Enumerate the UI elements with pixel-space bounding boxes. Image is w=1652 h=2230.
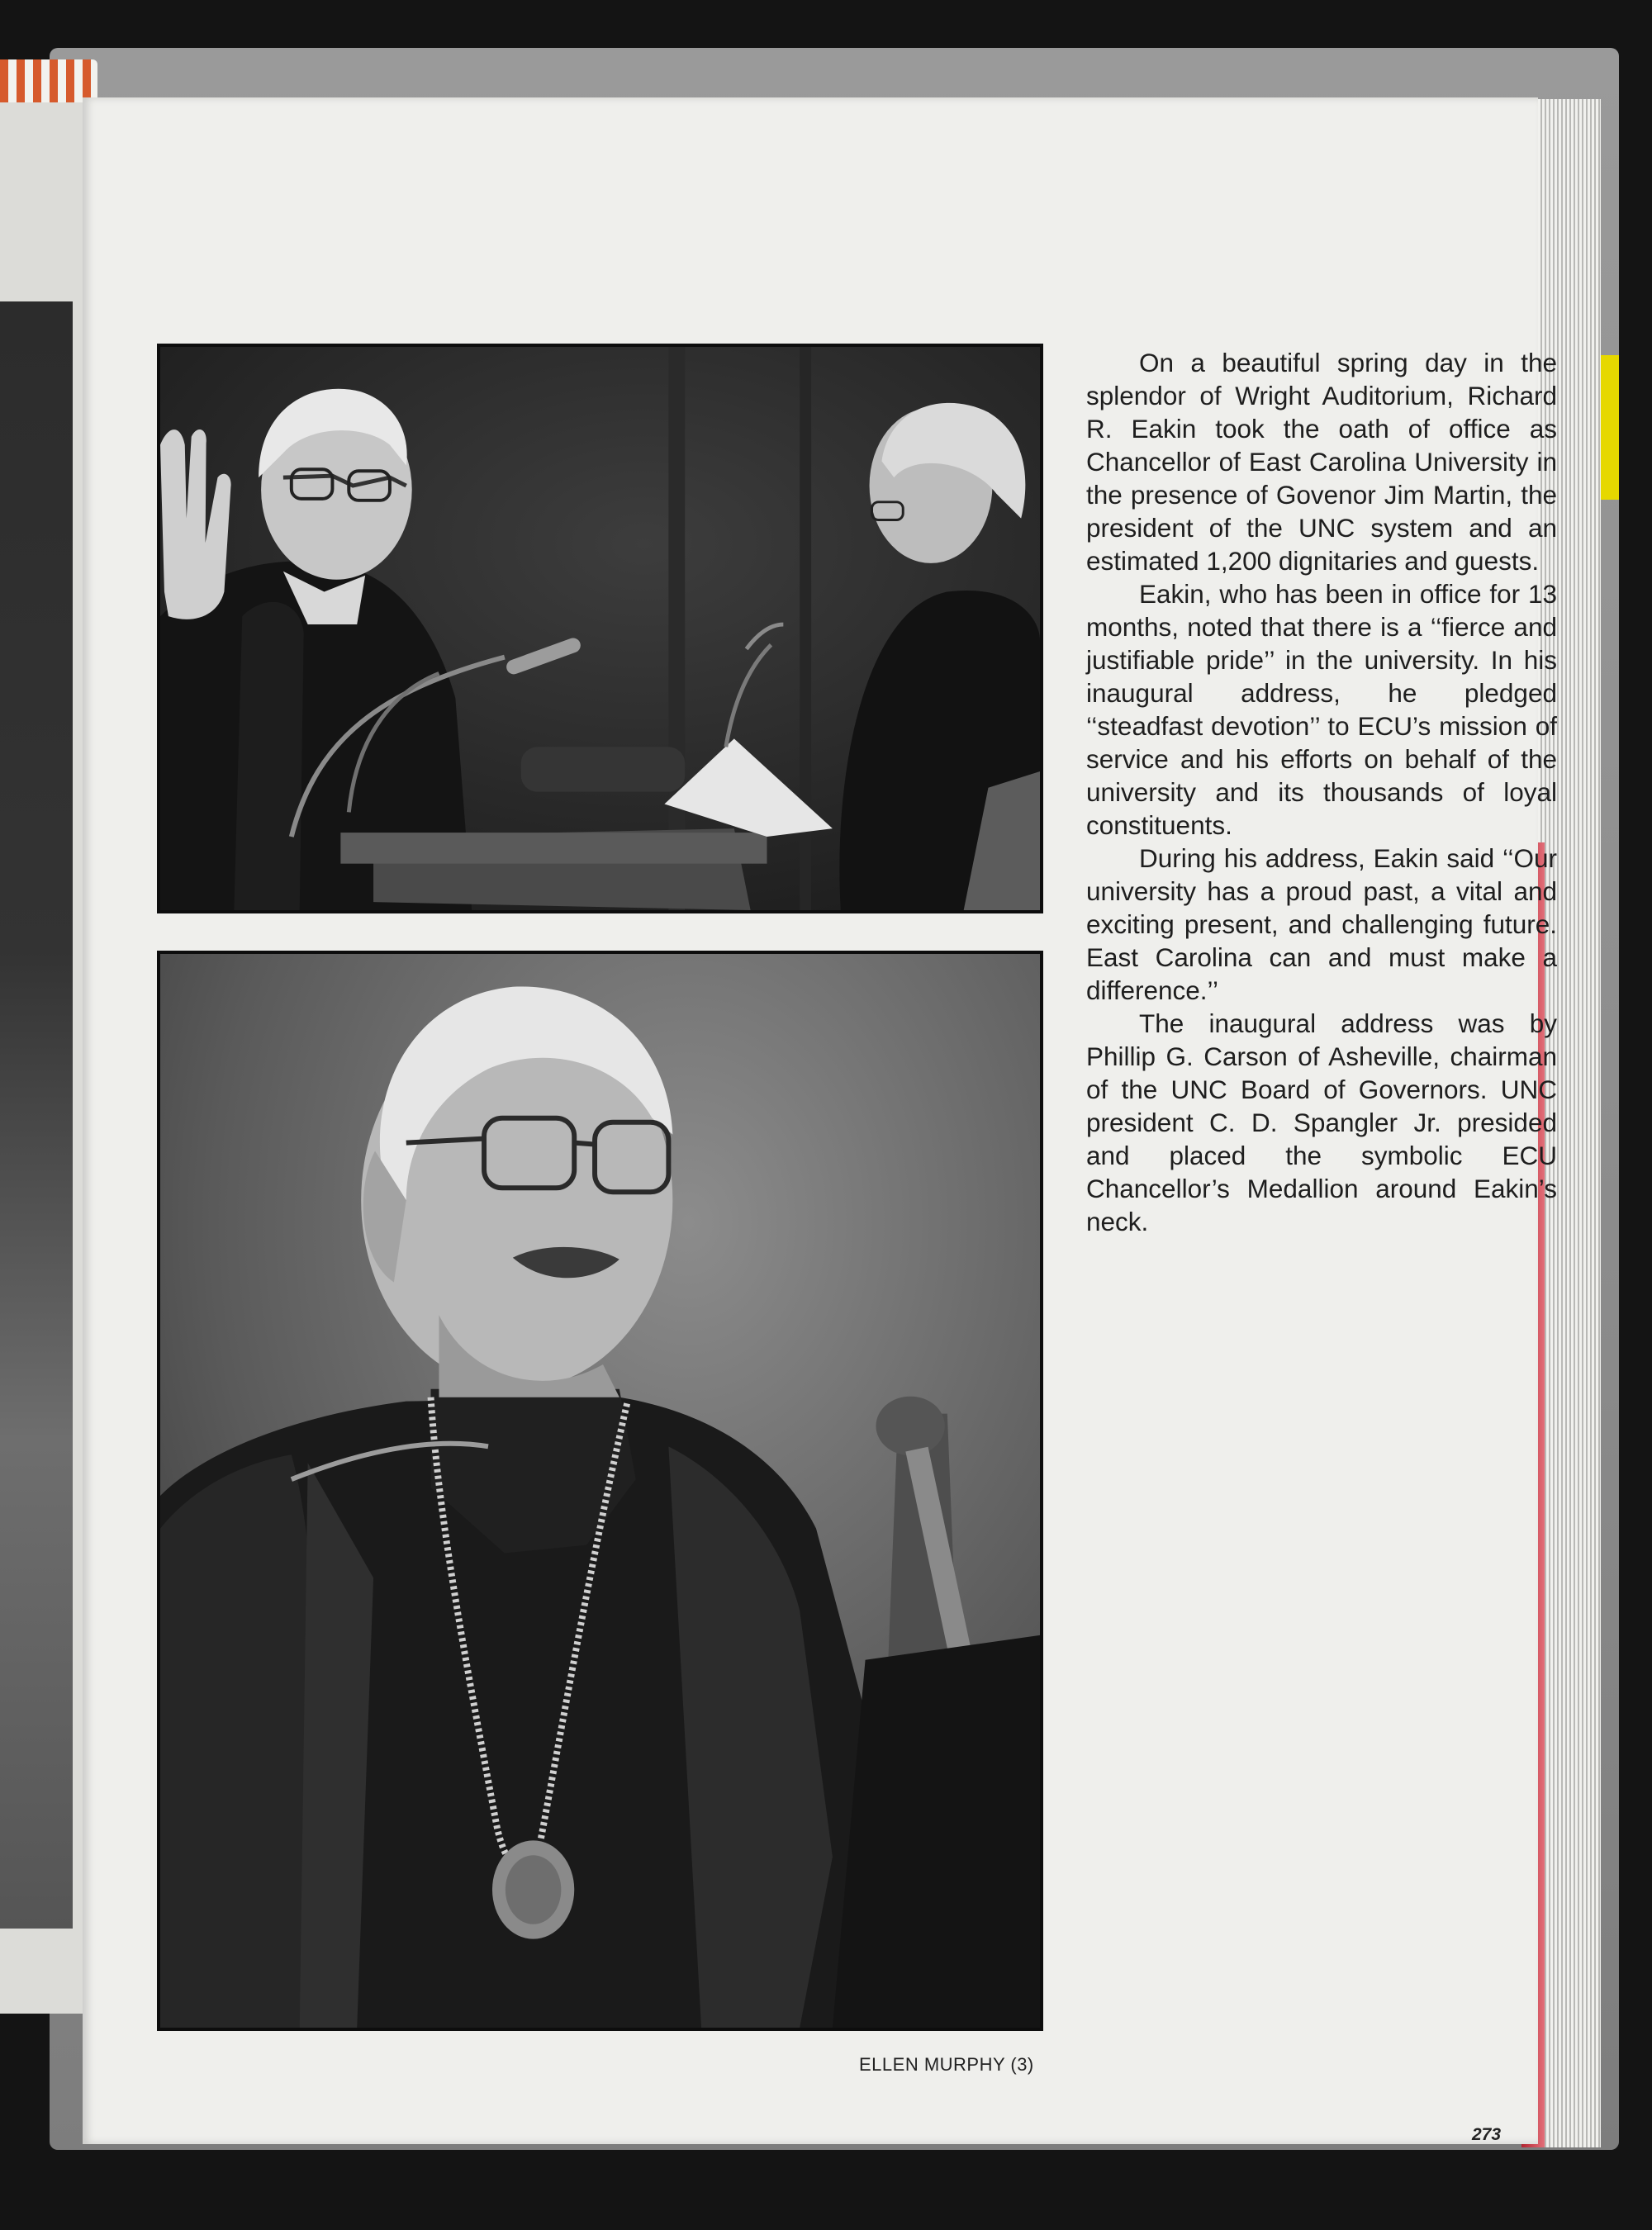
address-photo-illustration <box>160 954 1040 2028</box>
left-page-photo-edge <box>0 301 73 1929</box>
bookmark-ribbon <box>0 59 97 102</box>
photo-credit: ELLEN MURPHY (3) <box>859 2054 1034 2075</box>
yearbook-page <box>83 97 1557 2144</box>
article-paragraph: During his address, Eakin said ‘‘Our university has a proud past, a vital and exciting present, and challenging future. East Carolina can and must make a difference.’’ <box>1086 843 1557 1005</box>
yellow-tab <box>1601 355 1619 500</box>
oath-photo-illustration <box>160 347 1040 910</box>
page-number: 273 <box>1472 2125 1502 2144</box>
article-paragraph: Eakin, who has been in office for 13 months, noted that there is a ‘‘fierce and justifiable pride’’ in the university. In his inaugural address, he pledged ‘‘steadfast devotion’’ to ECU’s mission of service and his efforts on behalf of the university and its thousands of loyal constituents. <box>1086 579 1557 840</box>
article-body <box>1086 346 1557 1238</box>
photo-oath-of-office <box>157 344 1043 913</box>
article-paragraph: The inaugural address was by Phillip G. Carson of Asheville, chairman of the UNC Board of Governors. UNC president C. D. Spangler Jr. presided and placed the symbolic ECU Chancellor’s Medallion around Eakin’s neck. <box>1086 1008 1557 1236</box>
article-paragraph: On a beautiful spring day in the splendor of Wright Auditorium, Richard R. Eakin took the oath of office as Chancellor of East Carolina University in the presence of Govenor Jim Martin, the president of the UNC system and an estimated 1,200 dignitaries and guests. <box>1086 348 1557 576</box>
photo-chancellor-address <box>157 951 1043 2031</box>
